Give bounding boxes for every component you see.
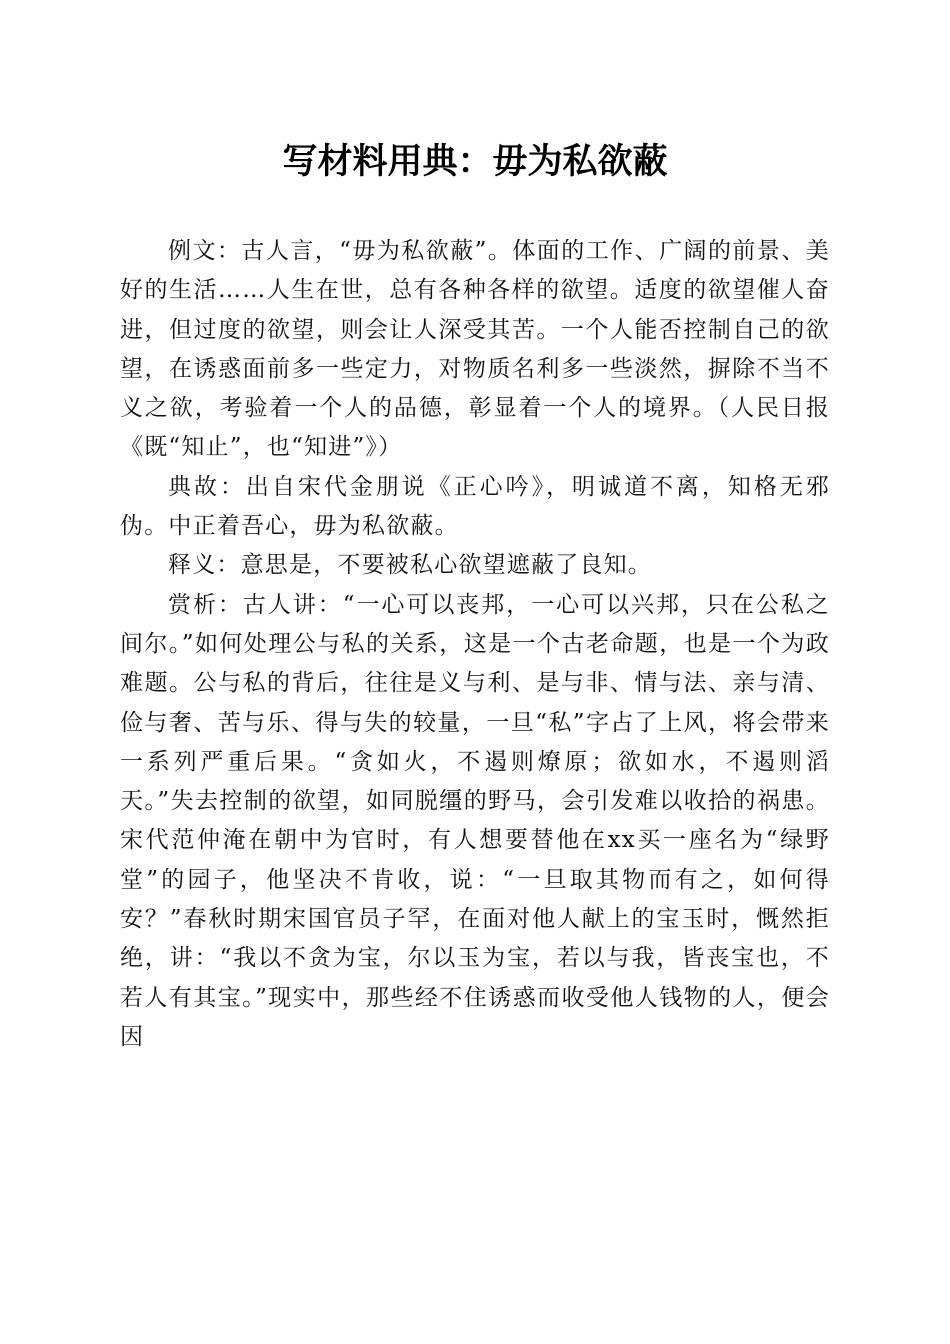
paragraph-meaning: 释义：意思是，不要被私心欲望遮蔽了良知。 [168,552,652,579]
paragraph-allusion: 典故：出自宋代金朋说《正心吟》，明诚道不离，知格无邪伪。中正着吾心，毋为私欲蔽。 [120,473,830,540]
paragraph-appreciation: 赏析：古人讲：“一心可以丧邦，一心可以兴邦，只在公私之间尔。”如何处理公与私的关系，这是一个古老命题，也是一个为政难题。公与私的背后，往往是义与利、是与非、情与法、亲与清、俭与奢、苦与乐、得与失的较量，一旦“私”字占了上风，将会带来一系列严重后果。“贪如火，不遏则燎原；欲如水，不遏则滔天。”失去控制的欲望，如同脱缰的野马，会引发难以收拾的祸患。宋代范仲淹在朝中为官时，有人想要替他在xx买一座名为“绿野堂”的园子，他坚决不肯收，说：“一旦取其物而有之，如何得安？”春秋时期宋国官员子罕，在面对他人献上的宝玉时，慨然拒绝，讲：“我以不贪为宝，尔以玉为宝，若以与我，皆丧宝也，不若人有其宝。”现实中，那些经不住诱惑而收受他人钱物的人，便会因 [120,591,830,1050]
document-body [120,232,830,1057]
paragraph-example: 例文：古人言，“毋为私欲蔽”。体面的工作、广阔的前景、美好的生活……人生在世，总有各种各样的欲望。适度的欲望催人奋进，但过度的欲望，则会让人深受其苦。一个人能否控制自己的欲望，在诱惑面前多一些定力，对物质名利多一些淡然，摒除不当不义之欲，考验着一个人的品德，彰显着一个人的境界。（人民日报《既“知止”，也“知进”》） [120,238,830,461]
document-title: 写材料用典：毋为私欲蔽 [282,141,668,182]
